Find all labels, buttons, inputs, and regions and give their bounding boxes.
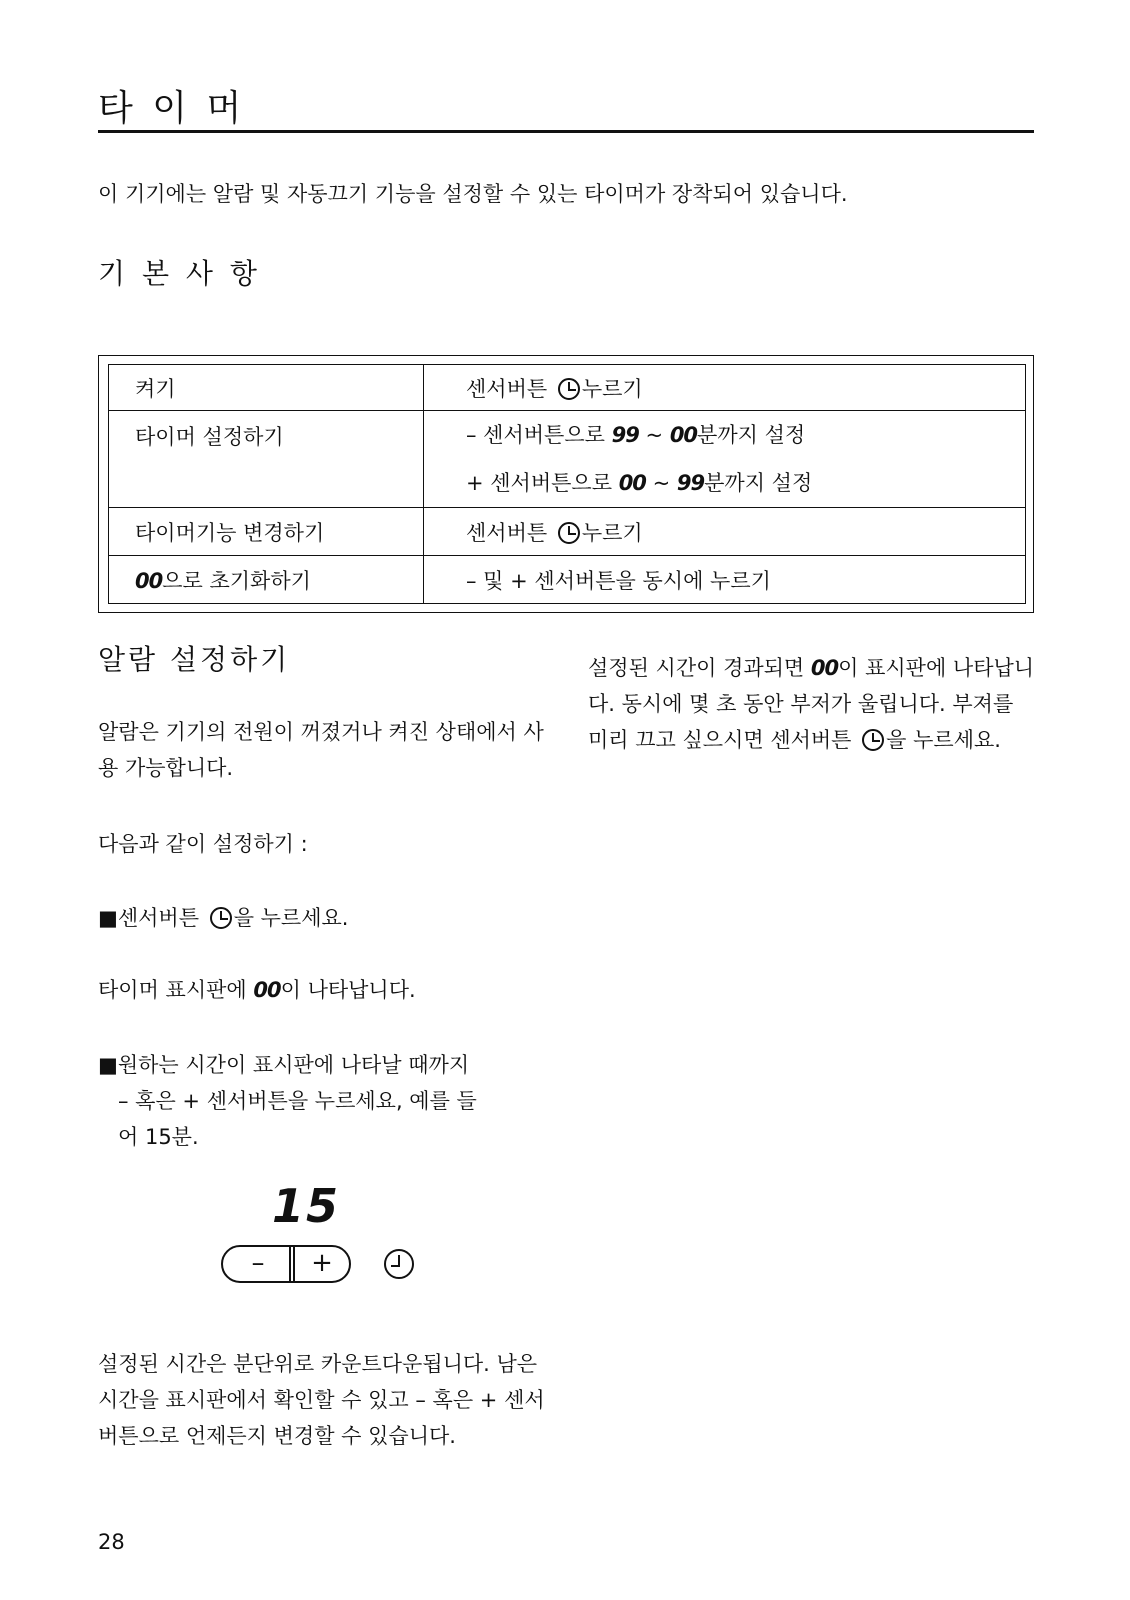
step-1 bbox=[98, 900, 548, 936]
table-cell bbox=[424, 508, 1026, 556]
cell-text: 센서버튼 bbox=[466, 520, 548, 545]
intro-text: 이 기기에는 알람 및 자동끄기 기능을 설정할 수 있는 타이머가 장착되어 있습니다. bbox=[98, 182, 848, 206]
countdown-text: 설정된 시간은 분단위로 카운트다운됩니다. 남은 시간을 표시판에서 확인할 수 있고 – 혹은 + 센서버튼으로 언제든지 변경할 수 있습니다. bbox=[98, 1352, 545, 1448]
table-cell: – 및 + 센서버튼을 동시에 누르기 bbox=[424, 556, 1026, 604]
step-text: ■원하는 시간이 표시판에 나타날 때까지 bbox=[98, 1053, 470, 1077]
table-cell bbox=[424, 411, 1026, 508]
button-divider bbox=[289, 1245, 291, 1283]
table-cell: 타이머 설정하기 bbox=[109, 411, 424, 508]
table-cell: 타이머기능 변경하기 bbox=[109, 508, 424, 556]
table-row bbox=[109, 411, 1026, 508]
step-text: – 혹은 + 센서버튼을 누르세요, 예를 들 bbox=[118, 1089, 477, 1113]
clock-icon bbox=[558, 378, 580, 400]
step-1-result bbox=[98, 972, 548, 1008]
segment-digits: 00 bbox=[253, 978, 281, 1002]
segment-digits: 99 bbox=[676, 471, 705, 495]
clock-icon bbox=[210, 907, 232, 929]
segment-digits: 00 bbox=[618, 471, 646, 495]
paragraph-text: 이 표시판에 나타납니다. 동시에 몇 초 동안 부저가 울립니다. 부져를 미리 끄고 싶으시면 센서버튼 bbox=[588, 656, 1035, 752]
table-cell bbox=[424, 365, 1026, 411]
title-rule bbox=[98, 130, 1034, 133]
step-2 bbox=[98, 1047, 548, 1155]
alarm-subheading: 다음과 같이 설정하기 : bbox=[98, 832, 308, 856]
segment-digits: 99 bbox=[611, 423, 639, 447]
segment-digits: 00 bbox=[135, 568, 163, 593]
table-cell: 켜기 bbox=[109, 365, 424, 411]
table-cell bbox=[109, 556, 424, 604]
clock-icon bbox=[862, 729, 884, 751]
cell-text: ~ bbox=[645, 423, 664, 447]
page-title: 타 이 머 bbox=[98, 88, 246, 129]
basics-table bbox=[108, 364, 1026, 604]
alarm-intro: 알람은 기기의 전원이 꺼졌거나 켜진 상태에서 사용 가능합니다. bbox=[98, 720, 544, 780]
cell-text: 센서버튼 bbox=[466, 376, 548, 401]
paragraph-text: 설정된 시간이 경과되면 bbox=[588, 656, 805, 680]
segment-digits: 00 bbox=[810, 656, 839, 680]
cell-text: 누르기 bbox=[581, 376, 643, 401]
table-row bbox=[109, 508, 1026, 556]
basics-heading: 기 본 사 항 bbox=[98, 257, 261, 290]
timer-clock-button-icon[interactable] bbox=[384, 1249, 414, 1279]
paragraph-text: 을 누르세요. bbox=[886, 728, 1001, 752]
cell-text: ~ bbox=[652, 471, 671, 495]
range-line bbox=[466, 459, 1025, 507]
range-line bbox=[466, 411, 1025, 459]
step-text: 이 나타납니다. bbox=[280, 978, 416, 1002]
segment-digits: 00 bbox=[669, 423, 698, 447]
clock-icon bbox=[558, 522, 580, 544]
step-text: ■센서버튼 bbox=[98, 906, 199, 930]
page-number: 28 bbox=[98, 1530, 125, 1554]
cell-text: 으로 초기화하기 bbox=[162, 568, 311, 593]
table-row bbox=[109, 365, 1026, 411]
cell-text: – 센서버튼으로 bbox=[466, 423, 605, 447]
cell-text: 분까지 설정 bbox=[697, 423, 806, 447]
timer-display: 15 bbox=[272, 1179, 341, 1233]
cell-text: 분까지 설정 bbox=[704, 471, 813, 495]
cell-text: 누르기 bbox=[581, 520, 643, 545]
table-row bbox=[109, 556, 1026, 604]
alarm-heading: 알람 설정하기 bbox=[98, 643, 291, 676]
sensor-button-bar bbox=[221, 1245, 351, 1283]
step-text: 타이머 표시판에 bbox=[98, 978, 247, 1002]
minus-button[interactable]: – bbox=[251, 1248, 265, 1278]
cell-text: + 센서버튼으로 bbox=[466, 471, 612, 495]
plus-button[interactable]: + bbox=[311, 1248, 333, 1278]
step-text: 어 15분. bbox=[118, 1125, 199, 1149]
right-column-text bbox=[588, 650, 1036, 758]
step-text: 을 누르세요. bbox=[233, 906, 349, 930]
